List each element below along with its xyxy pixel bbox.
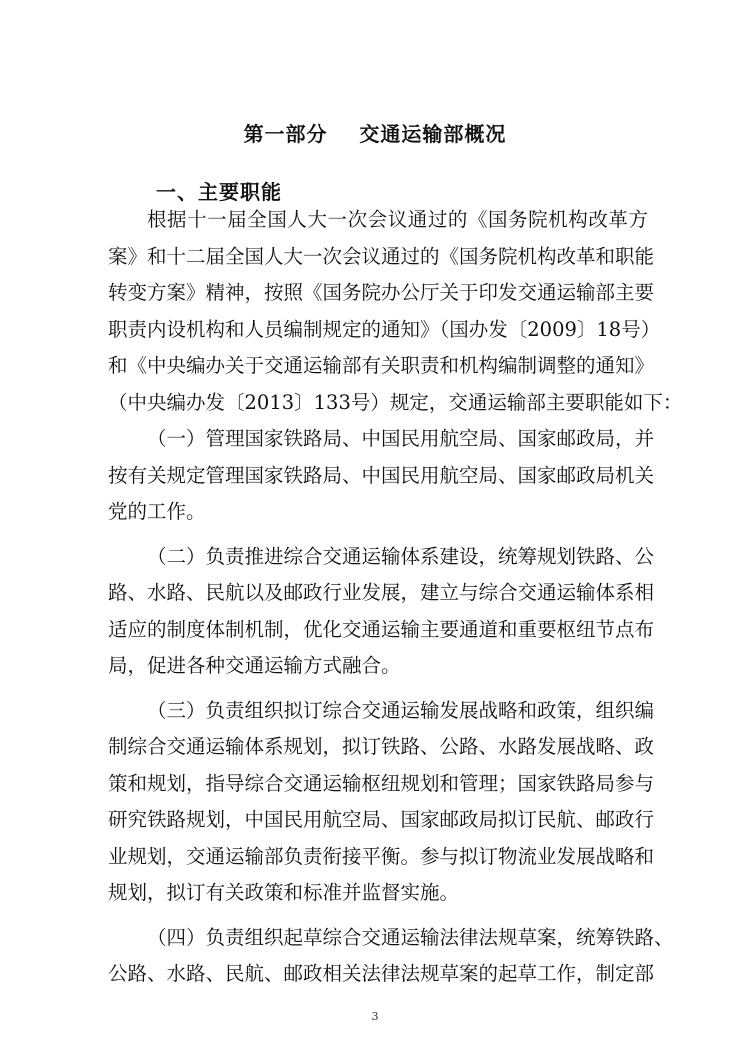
text-line: 党的工作。 xyxy=(108,500,206,523)
text-line: 局，促进各种交通运输方式融合。 xyxy=(108,654,401,677)
text-line: （四）负责组织起草综合交通运输法律法规草案，统筹铁路、 xyxy=(147,925,674,949)
text-line: 业规划，交通运输部负责衔接平衡。参与拟订物流业发展战略和 xyxy=(108,844,655,868)
text-line: （三）负责组织拟订综合交通运输发展战略和政策，组织编 xyxy=(147,698,655,722)
text-line: 转变方案》精神，按照《国务院办公厅关于印发交通运输部主要 xyxy=(108,281,655,304)
text-line: 适应的制度体制机制，优化交通运输主要通道和重要枢纽节点布 xyxy=(108,617,655,641)
text-line: 策和规划，指导综合交通运输枢纽规划和管理；国家铁路局参与 xyxy=(108,771,655,795)
page-number: 3 xyxy=(371,1010,379,1023)
text-line: （二）负责推进综合交通运输体系建设，统筹规划铁路、公 xyxy=(147,544,655,568)
paragraph xyxy=(108,421,655,531)
document-body xyxy=(108,202,683,993)
paragraph xyxy=(108,202,683,421)
text-line: 按有关规定管理国家铁路局、中国民用航空局、国家邮政局机关 xyxy=(108,463,655,487)
text-line: 职责内设机构和人员编制规定的通知》（国办发〔2009〕18号） xyxy=(108,317,661,341)
text-line: 规划，拟订有关政策和标准并监督实施。 xyxy=(108,881,460,904)
text-line: 路、水路、民航以及邮政行业发展，建立与综合交通运输体系相 xyxy=(108,581,655,604)
text-line: 案》和十二届全国人大一次会议通过的《国务院机构改革和职能 xyxy=(108,244,655,268)
text-line: （中央编办发〔2013〕133号）规定，交通运输部主要职能如下： xyxy=(108,390,683,414)
text-line: 公路、水路、民航、邮政相关法律法规草案的起草工作，制定部 xyxy=(108,962,655,985)
text-line: 根据十一届全国人大一次会议通过的《国务院机构改革方 xyxy=(147,208,648,231)
text-line: （一）管理国家铁路局、中国民用航空局、国家邮政局，并 xyxy=(147,427,655,450)
paragraph xyxy=(108,539,655,685)
text-line: 和《中央编办关于交通运输部有关职责和机构编制调整的通知》 xyxy=(108,354,655,377)
page-title: 第一部分 交通运输部概况 xyxy=(243,122,507,146)
paragraph xyxy=(108,920,674,993)
text-line: 研究铁路规划，中国民用航空局、国家邮政局拟订民航、邮政行 xyxy=(108,808,655,831)
section-heading: 一、主要职能 xyxy=(156,180,282,204)
paragraph xyxy=(108,693,655,912)
text-line: 制综合交通运输体系规划，拟订铁路、公路、水路发展战略、政 xyxy=(108,735,655,758)
